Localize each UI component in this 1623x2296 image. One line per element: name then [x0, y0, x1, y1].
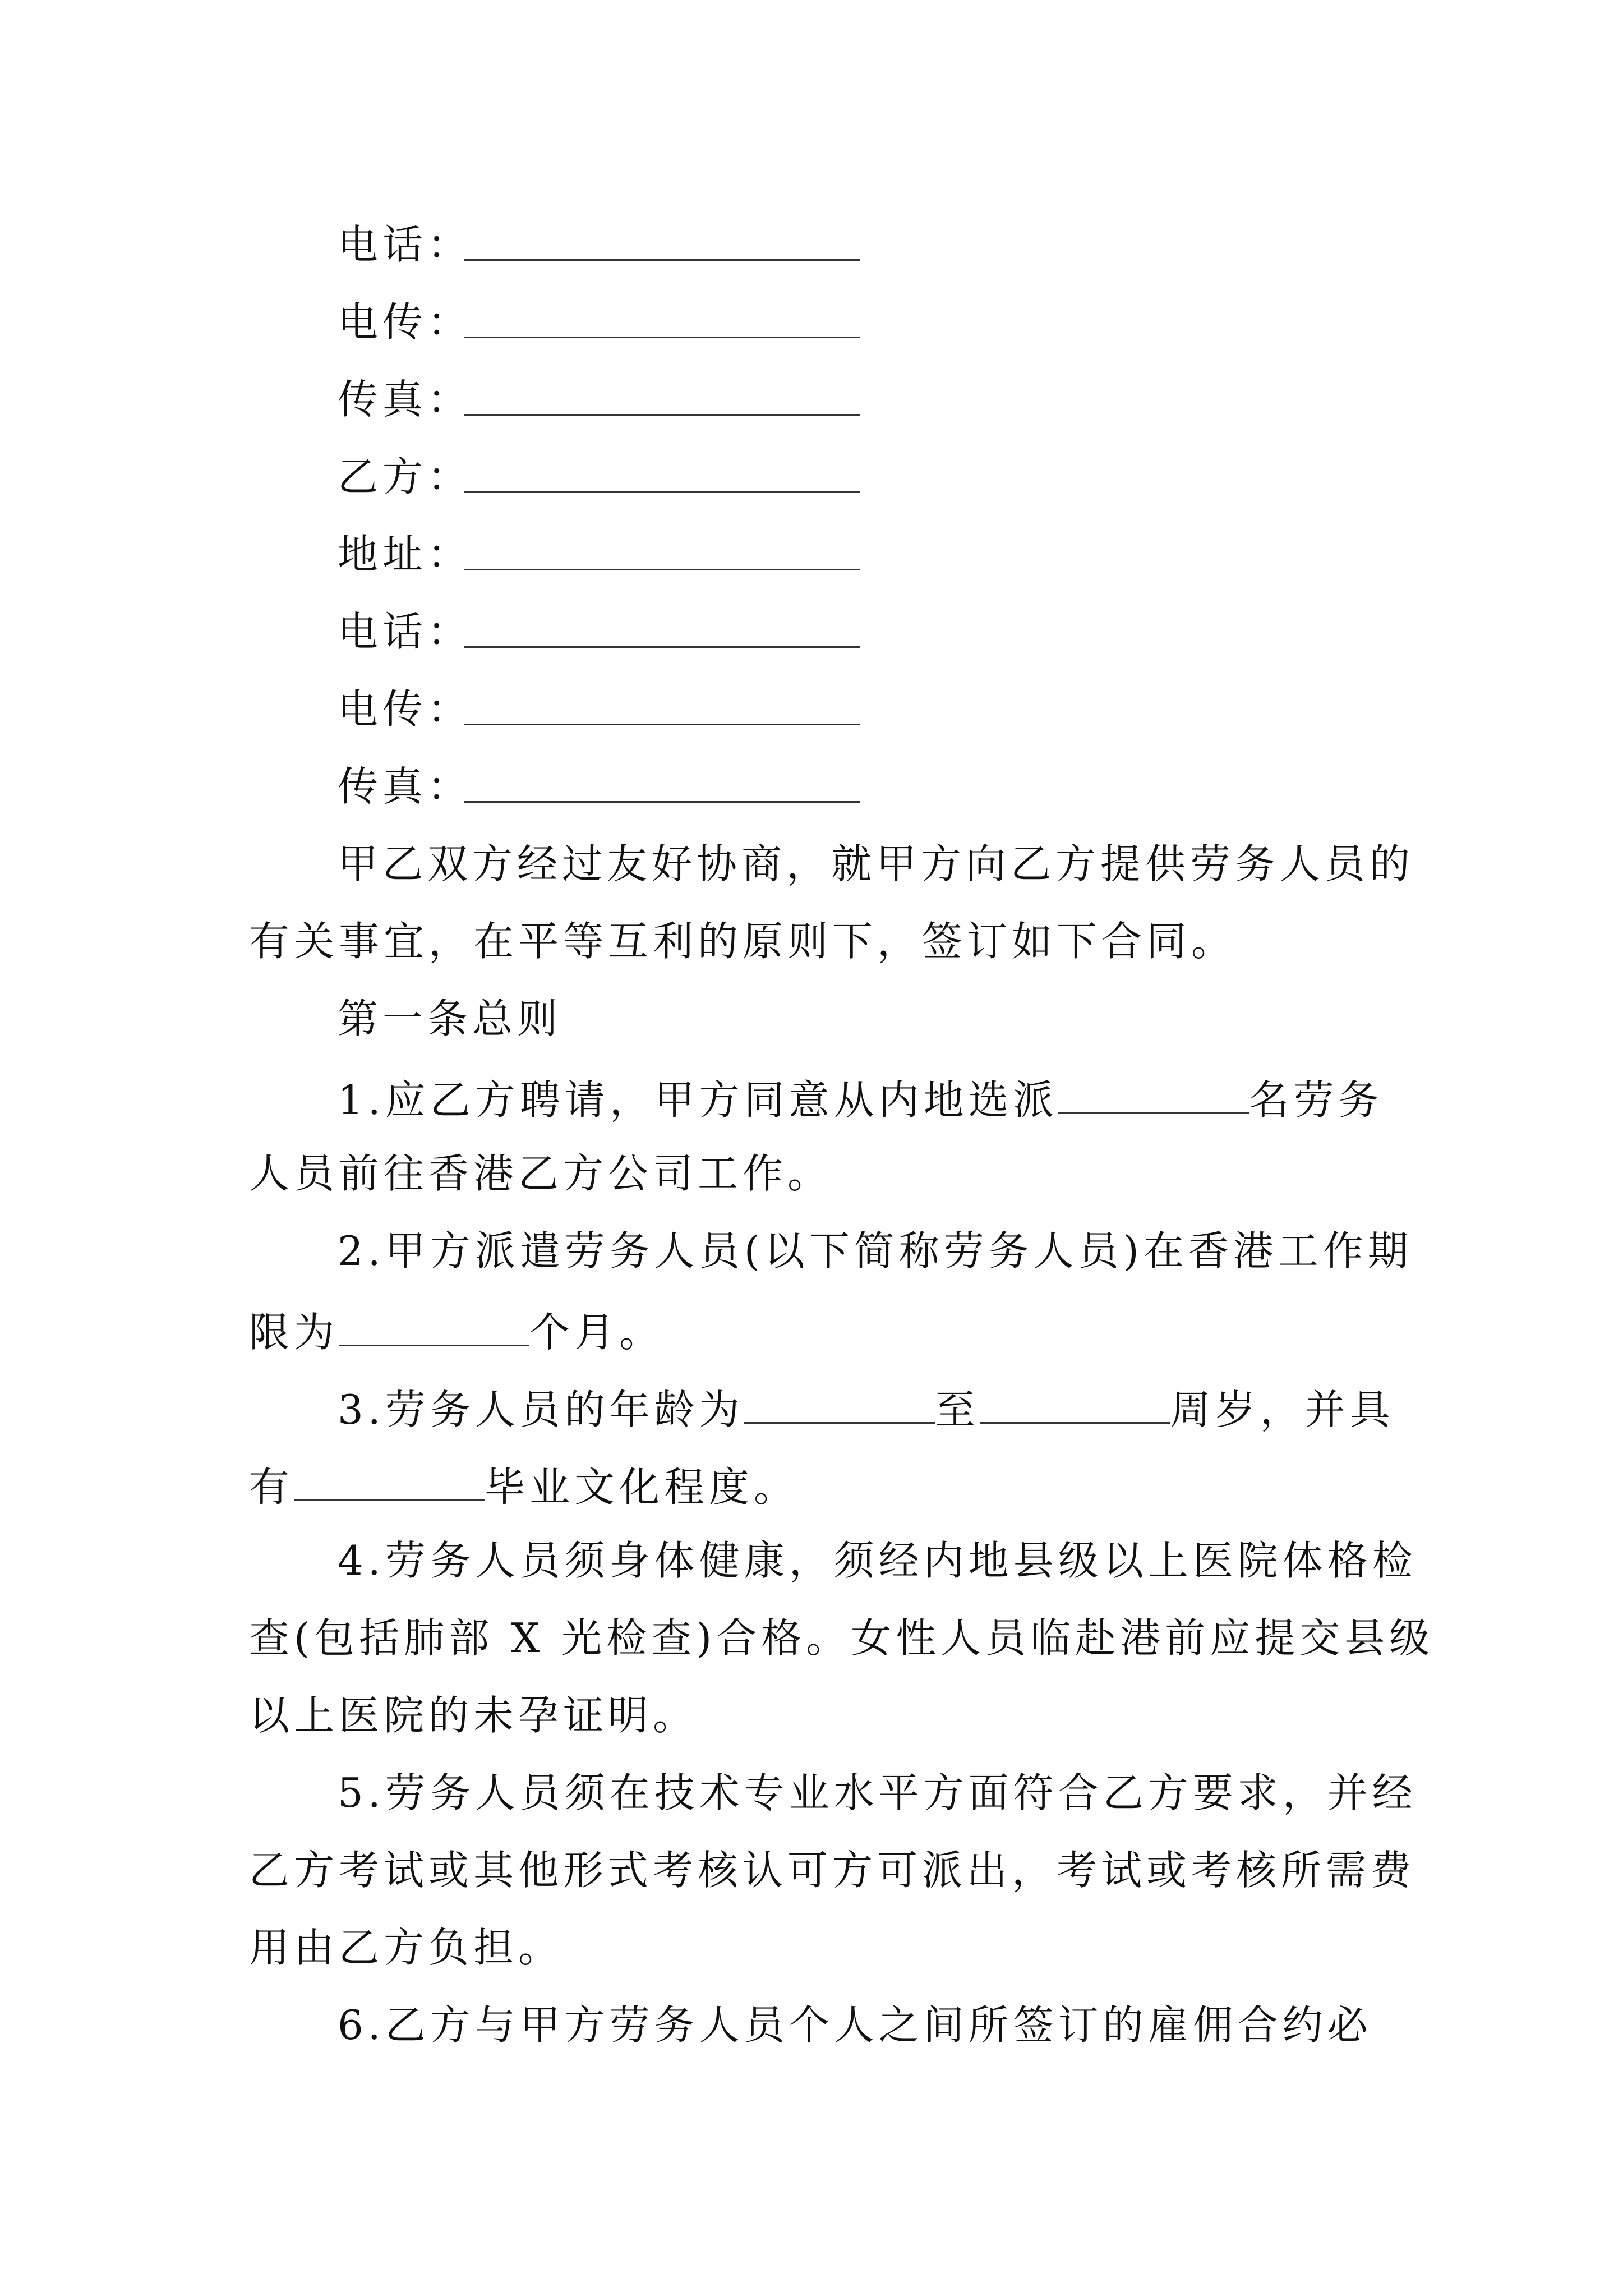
field-label: 传真：	[338, 763, 473, 810]
clause-3-line-1	[338, 1386, 1395, 1433]
clause-4-line-3: 以上医院的未孕证明。	[249, 1692, 698, 1739]
blank-line	[744, 1386, 935, 1424]
clause-6-line-1: 6.乙方与甲方劳务人员个人之间所签订的雇佣合约必	[338, 2001, 1372, 2049]
clause-text: 限为	[249, 1308, 339, 1356]
clause-5-line-3: 用由乙方负担。	[249, 1924, 564, 1971]
blank-line	[464, 801, 860, 803]
field-address-b	[338, 531, 473, 578]
clause-text: 毕业文化程度。	[485, 1463, 799, 1511]
blank-line	[294, 1463, 485, 1501]
field-phone-a	[338, 221, 473, 268]
field-label: 传真：	[338, 376, 473, 423]
field-label: 电传：	[338, 685, 473, 733]
clause-4-line-1: 4.劳务人员须身体健康，须经内地县级以上医院体格检	[338, 1537, 1417, 1584]
field-label: 地址：	[338, 531, 473, 578]
clause-text: 名劳务	[1248, 1076, 1384, 1124]
blank-line	[464, 491, 860, 493]
intro-line-1: 甲乙双方经过友好协商，就甲方向乙方提供劳务人员的	[338, 840, 1415, 887]
clause-4-line-2: 查(包括肺部 X 光检查)合格。女性人员临赴港前应提交县级	[249, 1614, 1435, 1662]
clause-text: 1.应乙方聘请，甲方同意从内地选派	[338, 1076, 1058, 1124]
clause-text: 周岁，并具	[1170, 1386, 1395, 1433]
field-phone-b	[338, 608, 473, 655]
clause-text: 3.劳务人员的年龄为	[338, 1386, 744, 1433]
field-fax-b	[338, 763, 473, 810]
field-label: 电传：	[338, 298, 473, 346]
clause-5-line-2: 乙方考试或其他形式考核认可方可派出，考试或考核所需费	[249, 1847, 1416, 1894]
clause-2-line-2	[249, 1308, 665, 1356]
blank-line	[464, 724, 860, 725]
blank-line	[464, 259, 860, 261]
field-telex-b	[338, 685, 473, 733]
blank-line	[464, 569, 860, 570]
blank-line	[339, 1308, 529, 1346]
intro-line-2: 有关事宜，在平等互利的原则下，签订如下合同。	[249, 918, 1237, 965]
field-telex-a	[338, 298, 473, 346]
blank-line	[980, 1386, 1170, 1424]
blank-line	[1058, 1076, 1249, 1114]
blank-line	[464, 337, 860, 338]
blank-line	[464, 646, 860, 648]
clause-2-line-1: 2.甲方派遣劳务人员(以下简称劳务人员)在香港工作期	[338, 1227, 1413, 1274]
clause-1-line-2: 人员前往香港乙方公司工作。	[249, 1150, 833, 1197]
blank-line	[464, 414, 860, 416]
clause-text: 个月。	[529, 1308, 665, 1356]
clause-text: 有	[249, 1463, 294, 1511]
field-label: 乙方：	[338, 453, 473, 500]
clause-5-line-1: 5.劳务人员须在技术专业水平方面符合乙方要求，并经	[338, 1769, 1417, 1816]
field-label: 电话：	[338, 608, 473, 655]
clause-3-line-2	[249, 1463, 799, 1511]
field-party-b	[338, 453, 473, 500]
field-fax-a	[338, 376, 473, 423]
clause-1-line-1	[338, 1076, 1384, 1124]
article-heading: 第一条总则	[338, 995, 562, 1042]
field-label: 电话：	[338, 221, 473, 268]
clause-text: 至	[934, 1386, 980, 1433]
